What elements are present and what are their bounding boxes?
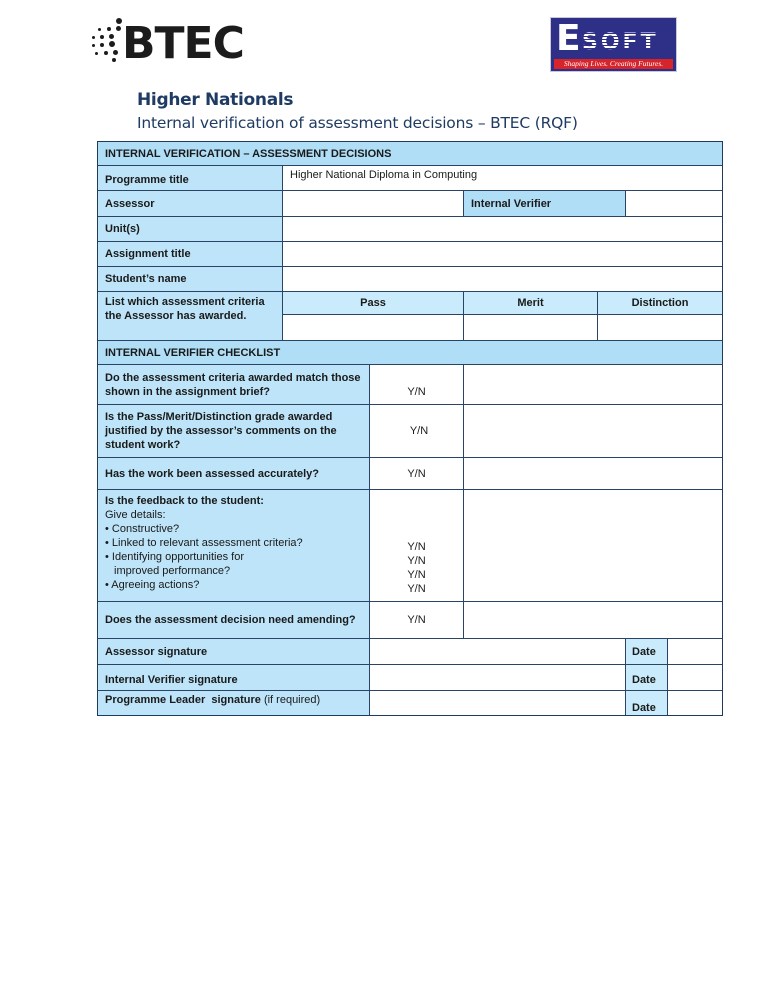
feedback-answer-identifying[interactable]: Y/N [407, 569, 426, 581]
iv-date-field[interactable] [668, 665, 722, 691]
internal-verifier-field[interactable] [626, 191, 722, 217]
iv-signature-field[interactable] [370, 665, 626, 691]
feedback-bullet-identifying: • Identifying opportunities for [105, 551, 244, 563]
feedback-bullet-linked: • Linked to relevant assessment criteria? [105, 537, 303, 549]
feedback-question: Is the feedback to the student: [105, 495, 264, 507]
feedback-bullet-identifying-cont: improved performance? [114, 565, 231, 577]
checklist-question-1: Do the assessment criteria awarded match those shown in the assignment brief? [98, 365, 370, 405]
feedback-answer-constructive[interactable]: Y/N [407, 541, 426, 553]
checklist-answers-4 [370, 490, 464, 602]
checklist-question-5: Does the assessment decision need amending? [98, 602, 370, 639]
pl-signature-field[interactable] [370, 691, 626, 715]
criteria-pass-field[interactable] [283, 315, 464, 341]
units-label: Unit(s) [98, 217, 283, 242]
esoft-tagline: Shaping Lives. Creating Futures. [554, 59, 673, 69]
assessor-signature-label: Assessor signature [98, 639, 370, 665]
criteria-header-distinction: Distinction [598, 292, 722, 315]
esoft-logo [550, 17, 677, 72]
criteria-header-merit: Merit [464, 292, 598, 315]
page-title: Higher Nationals [137, 90, 294, 110]
btec-logo [92, 16, 252, 68]
assessor-date-label: Date [626, 639, 668, 665]
pl-signature-label [98, 691, 370, 715]
checklist-comment-3[interactable] [464, 458, 722, 490]
section-header-checklist: INTERNAL VERIFIER CHECKLIST [98, 341, 722, 365]
pl-signature-label-text: Programme Leader signature [105, 694, 261, 706]
feedback-answer-linked[interactable]: Y/N [407, 555, 426, 567]
checklist-answer-1[interactable]: Y/N [370, 365, 464, 405]
assessor-date-field[interactable] [668, 639, 722, 665]
checklist-answer-5[interactable]: Y/N [370, 602, 464, 639]
give-details-label: Give details: [105, 509, 166, 521]
checklist-answer-3[interactable]: Y/N [370, 458, 464, 490]
checklist-question-4 [98, 490, 370, 602]
checklist-comment-2[interactable] [464, 405, 722, 458]
verification-form [97, 141, 723, 716]
btec-dots-icon [92, 16, 126, 68]
checklist-question-2: Is the Pass/Merit/Distinction grade awarded justified by the assessor’s comments on the student work? [98, 405, 370, 458]
esoft-wordmark: SOFT [582, 30, 659, 55]
student-name-label: Student’s name [98, 267, 283, 292]
esoft-letter-e: E [556, 18, 581, 59]
assessor-label: Assessor [98, 191, 283, 217]
page-subtitle: Internal verification of assessment decisions – BTEC (RQF) [137, 114, 578, 132]
checklist-answer-2[interactable]: Y/N [370, 405, 464, 458]
programme-title-label: Programme title [98, 166, 283, 191]
units-field[interactable] [283, 217, 722, 242]
internal-verifier-label: Internal Verifier [464, 191, 626, 217]
assignment-title-field[interactable] [283, 242, 722, 267]
btec-wordmark: BTEC [122, 18, 244, 69]
criteria-label: List which assessment criteria the Assessor has awarded. [98, 292, 283, 341]
checklist-question-3: Has the work been assessed accurately? [98, 458, 370, 490]
assessor-signature-field[interactable] [370, 639, 626, 665]
programme-title-field[interactable]: Higher National Diploma in Computing [283, 166, 722, 191]
assessor-field[interactable] [283, 191, 464, 217]
iv-signature-label: Internal Verifier signature [98, 665, 370, 691]
assignment-title-label: Assignment title [98, 242, 283, 267]
iv-date-label: Date [626, 665, 668, 691]
criteria-merit-field[interactable] [464, 315, 598, 341]
checklist-comment-5[interactable] [464, 602, 722, 639]
feedback-bullet-agreeing: • Agreeing actions? [105, 579, 200, 591]
pl-signature-label-suffix: (if required) [260, 694, 321, 706]
criteria-header-pass: Pass [283, 292, 464, 315]
student-name-field[interactable] [283, 267, 722, 292]
checklist-comment-4[interactable] [464, 490, 722, 602]
feedback-bullet-constructive: • Constructive? [105, 523, 180, 535]
feedback-answer-agreeing[interactable]: Y/N [407, 583, 426, 595]
section-header-decisions: INTERNAL VERIFICATION – ASSESSMENT DECISIONS [98, 142, 722, 166]
pl-date-field[interactable] [668, 691, 722, 715]
criteria-distinction-field[interactable] [598, 315, 722, 341]
pl-date-label: Date [626, 691, 668, 715]
checklist-comment-1[interactable] [464, 365, 722, 405]
